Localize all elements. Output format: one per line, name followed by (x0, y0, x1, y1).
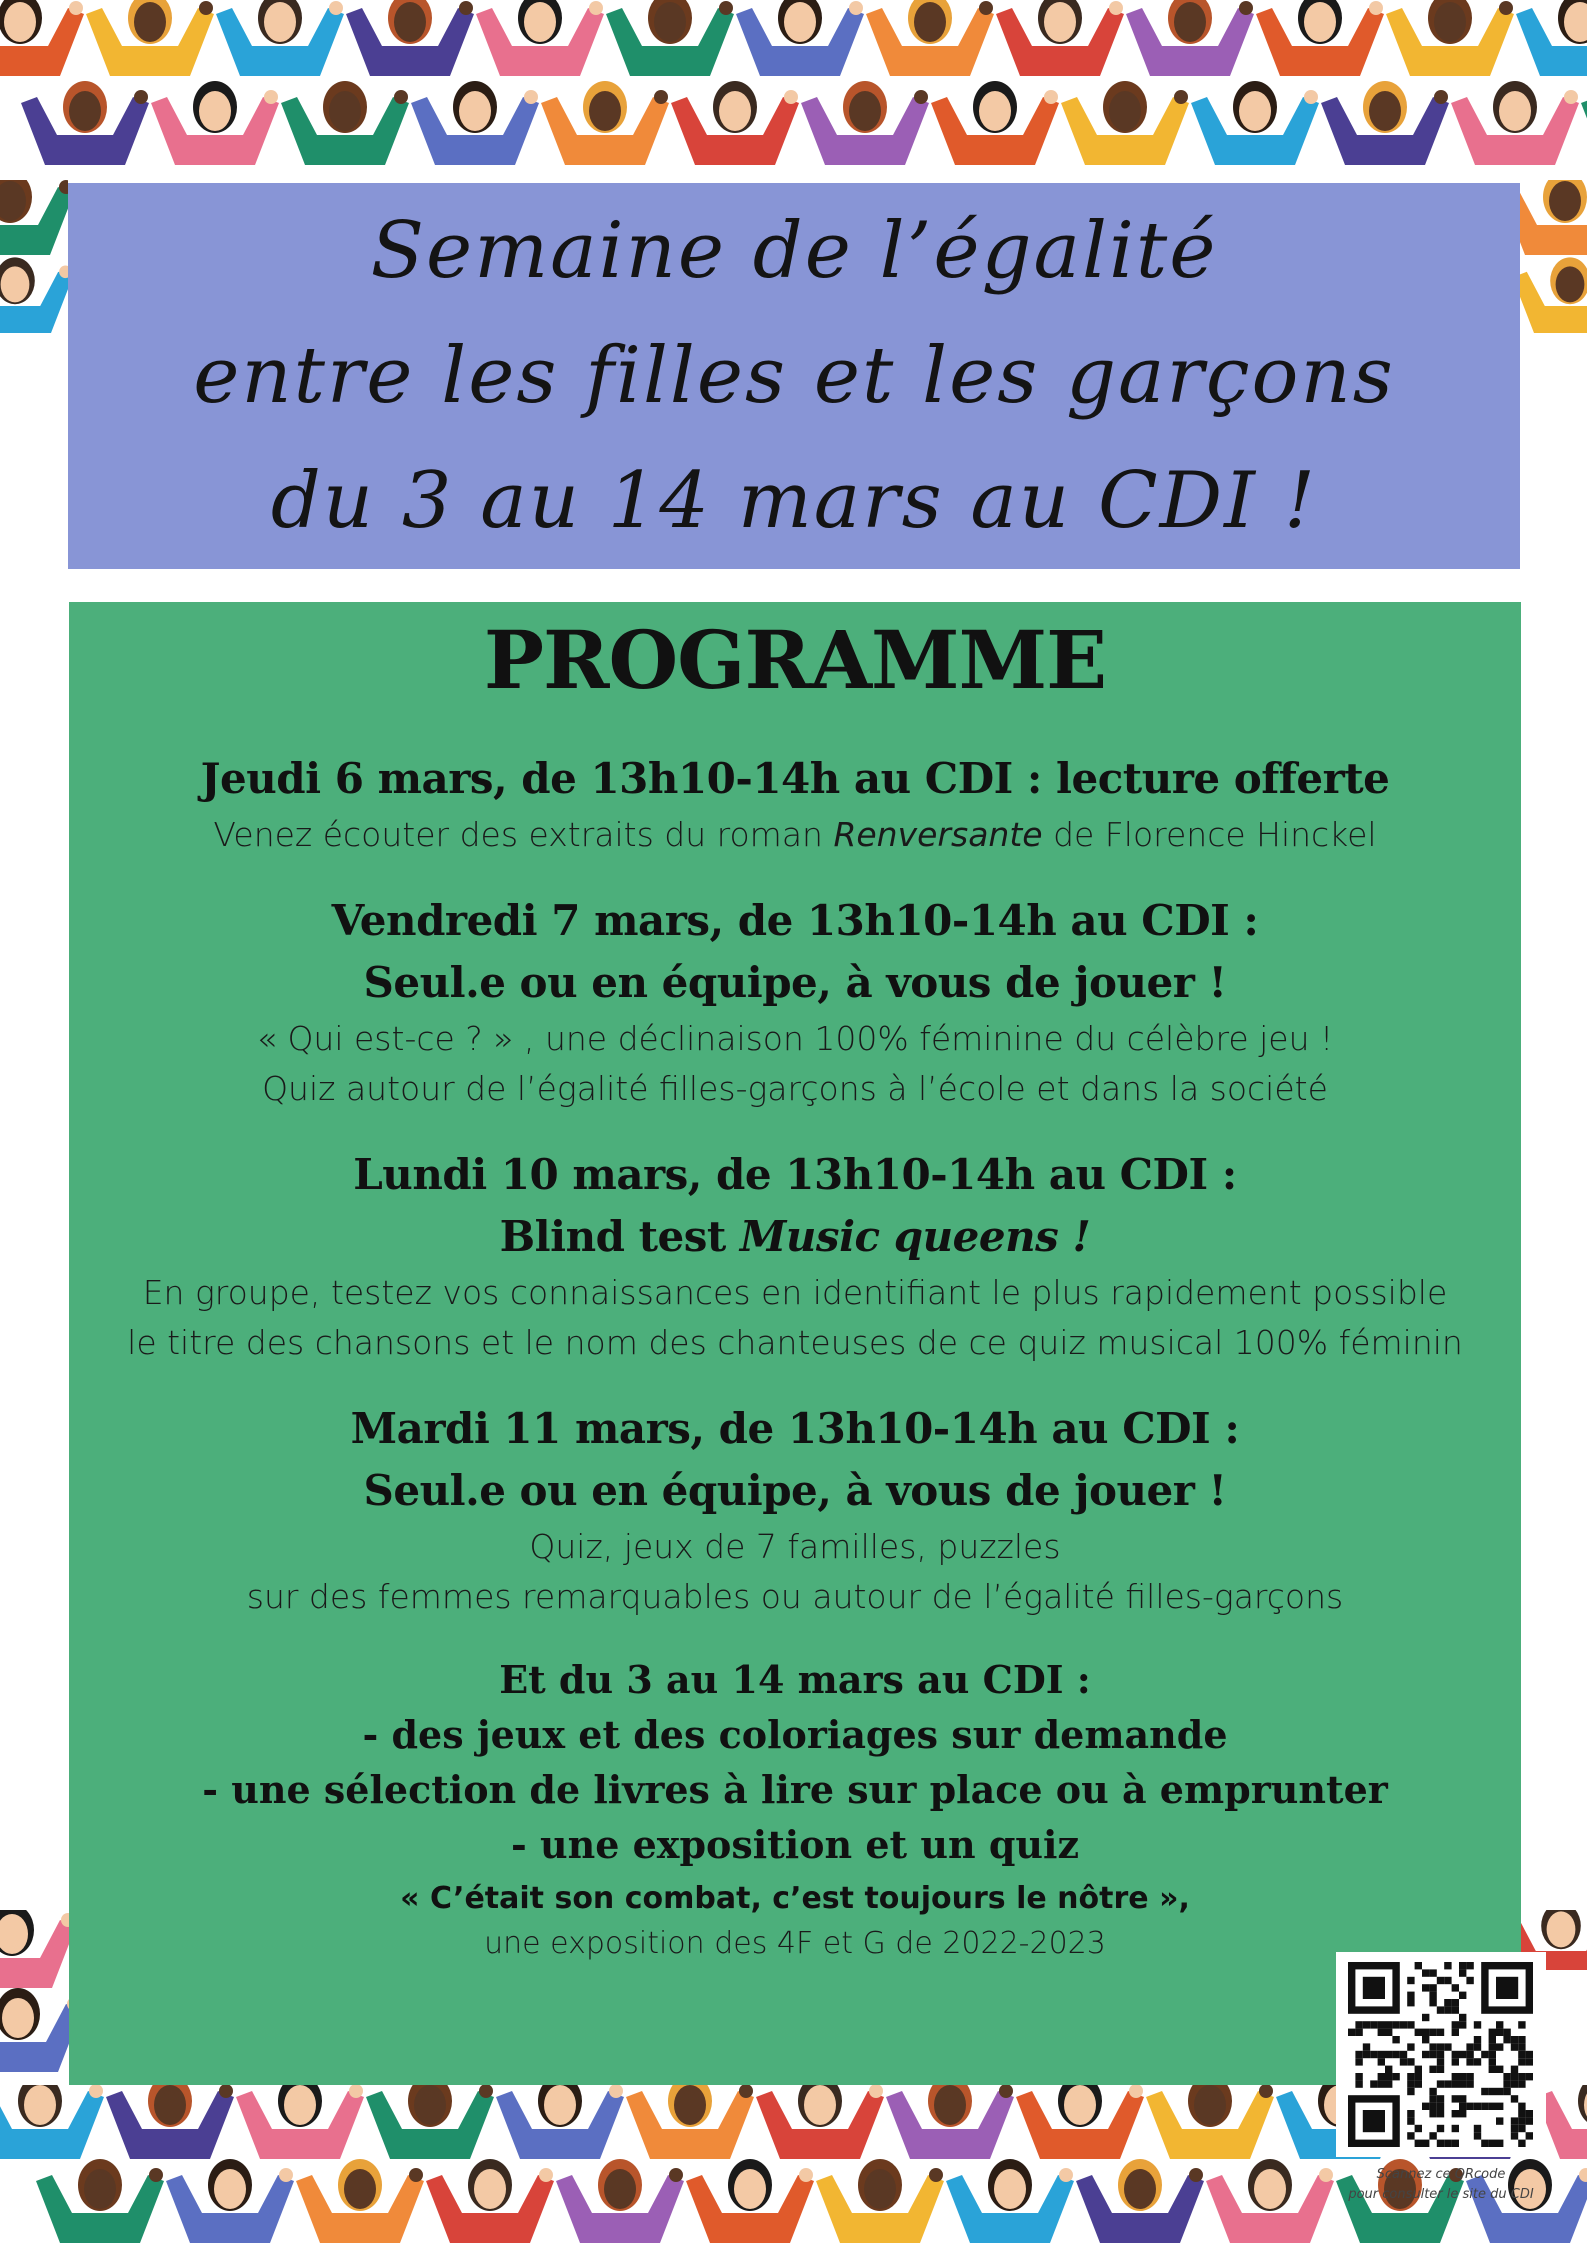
exhibit-description: une exposition des 4F et G de 2022-2023 (484, 1926, 1106, 1961)
person-figure (1520, 257, 1587, 333)
ongoing-item: - une exposition et un quiz (510, 1822, 1080, 1867)
person-figure (671, 81, 799, 165)
person-figure (996, 0, 1124, 76)
event-description-line: « Qui est-ce ? » , une déclinaison 100% féminine du célèbre jeu ! (256, 1019, 1334, 1058)
qr-code-image[interactable] (1336, 1952, 1546, 2157)
person-figure (1581, 81, 1587, 165)
person-figure (496, 2085, 624, 2159)
person-figure (0, 257, 68, 333)
quiz-title: Music queens ! (739, 1212, 1091, 1261)
person-figure (0, 2085, 104, 2159)
person-figure (0, 1910, 69, 1988)
banner-line-3: du 3 au 14 mars au CDI ! (270, 455, 1318, 546)
ongoing-item: - des jeux et des coloriages sur demande (362, 1712, 1228, 1757)
person-figure (1206, 2159, 1334, 2243)
event-heading: Lundi 10 mars, de 13h10-14h au CDI : (353, 1150, 1237, 1199)
person-figure (946, 2159, 1074, 2243)
person-figure (1520, 180, 1587, 255)
person-figure (0, 1988, 69, 2072)
event-subheading: Seul.e ou en équipe, à vous de jouer ! (363, 958, 1227, 1007)
exhibit-title: « C’était son combat, c’est toujours le nôtre », (400, 1881, 1190, 1916)
qr-caption (1316, 2165, 1566, 2205)
event-friday (69, 890, 1521, 1114)
event-description-line: Quiz, jeux de 7 familles, puzzles (529, 1527, 1061, 1566)
qr-caption-line-1: Scannez ce QRcode (1376, 2167, 1506, 2182)
person-figure (281, 81, 409, 165)
program-panel (69, 602, 1521, 2085)
people-border-right-upper (1520, 180, 1587, 340)
qr-code[interactable] (1336, 1952, 1546, 2157)
person-figure (736, 0, 864, 76)
event-description-line: le titre des chansons et le nom des chanteuses de ce quiz musical 100% féminin (127, 1323, 1463, 1362)
person-figure (1146, 2085, 1274, 2159)
person-figure (801, 81, 929, 165)
person-figure (816, 2159, 944, 2243)
person-figure (1451, 81, 1579, 165)
person-figure (411, 81, 539, 165)
banner-line-1: Semaine de l’égalité (370, 205, 1218, 296)
event-heading: Vendredi 7 mars, de 13h10-14h au CDI : (331, 896, 1259, 945)
program-title: PROGRAMME (483, 613, 1107, 707)
person-figure (426, 2159, 554, 2243)
person-figure (1256, 0, 1384, 76)
event-heading: Mardi 11 mars, de 13h10-14h au CDI : (350, 1404, 1240, 1453)
title-banner (68, 183, 1520, 569)
person-figure (541, 81, 669, 165)
event-monday (69, 1144, 1521, 1368)
qr-caption-line-2: pour consulter le site du CDI (1348, 2187, 1534, 2202)
person-figure (36, 2159, 164, 2243)
person-figure (756, 2085, 884, 2159)
person-figure (556, 2159, 684, 2243)
person-figure (686, 2159, 814, 2243)
event-subheading: Blind test Music queens ! (499, 1212, 1091, 1261)
person-figure (1016, 2085, 1144, 2159)
person-figure (1516, 0, 1587, 76)
person-figure (21, 81, 149, 165)
ongoing-heading: Et du 3 au 14 mars au CDI : (499, 1657, 1091, 1702)
event-tuesday (69, 1398, 1521, 1622)
people-border-left-lower (0, 1910, 69, 2090)
person-figure (166, 2159, 294, 2243)
person-figure (106, 2085, 234, 2159)
book-title: Renversante (833, 815, 1043, 854)
person-figure (0, 0, 84, 76)
event-subheading: Seul.e ou en équipe, à vous de jouer ! (363, 1466, 1227, 1515)
event-description-line: En groupe, testez vos connaissances en identifiant le plus rapidement possible (142, 1273, 1448, 1312)
event-heading: Jeudi 6 mars, de 13h10-14h au CDI : lecture offerte (200, 754, 1390, 803)
person-figure (1386, 0, 1514, 76)
people-border-left-upper (0, 180, 68, 340)
person-figure (216, 0, 344, 76)
person-figure (0, 180, 68, 255)
person-figure (606, 0, 734, 76)
person-figure (886, 2085, 1014, 2159)
person-figure (1061, 81, 1189, 165)
person-figure (1321, 81, 1449, 165)
banner-line-2: entre les filles et les garçons (193, 330, 1395, 421)
person-figure (236, 2085, 364, 2159)
person-figure (1076, 2159, 1204, 2243)
person-figure (866, 0, 994, 76)
person-figure (1126, 0, 1254, 76)
event-thursday (69, 748, 1521, 860)
person-figure (476, 0, 604, 76)
person-figure (931, 81, 1059, 165)
person-figure (86, 0, 214, 76)
person-figure (296, 2159, 424, 2243)
person-figure (626, 2085, 754, 2159)
person-figure (366, 2085, 494, 2159)
event-description-line: Quiz autour de l’égalité filles-garçons à l’école et dans la société (262, 1069, 1328, 1108)
ongoing-activities (69, 1652, 1521, 1966)
event-description: Venez écouter des extraits du roman Renversante de Florence Hinckel (213, 815, 1377, 854)
person-figure (1191, 81, 1319, 165)
event-description-line: sur des femmes remarquables ou autour de l’égalité filles-garçons (246, 1577, 1344, 1616)
person-figure (151, 81, 279, 165)
people-border-top (0, 0, 1587, 180)
ongoing-item: - une sélection de livres à lire sur place ou à emprunter (202, 1767, 1388, 1812)
person-figure (346, 0, 474, 76)
